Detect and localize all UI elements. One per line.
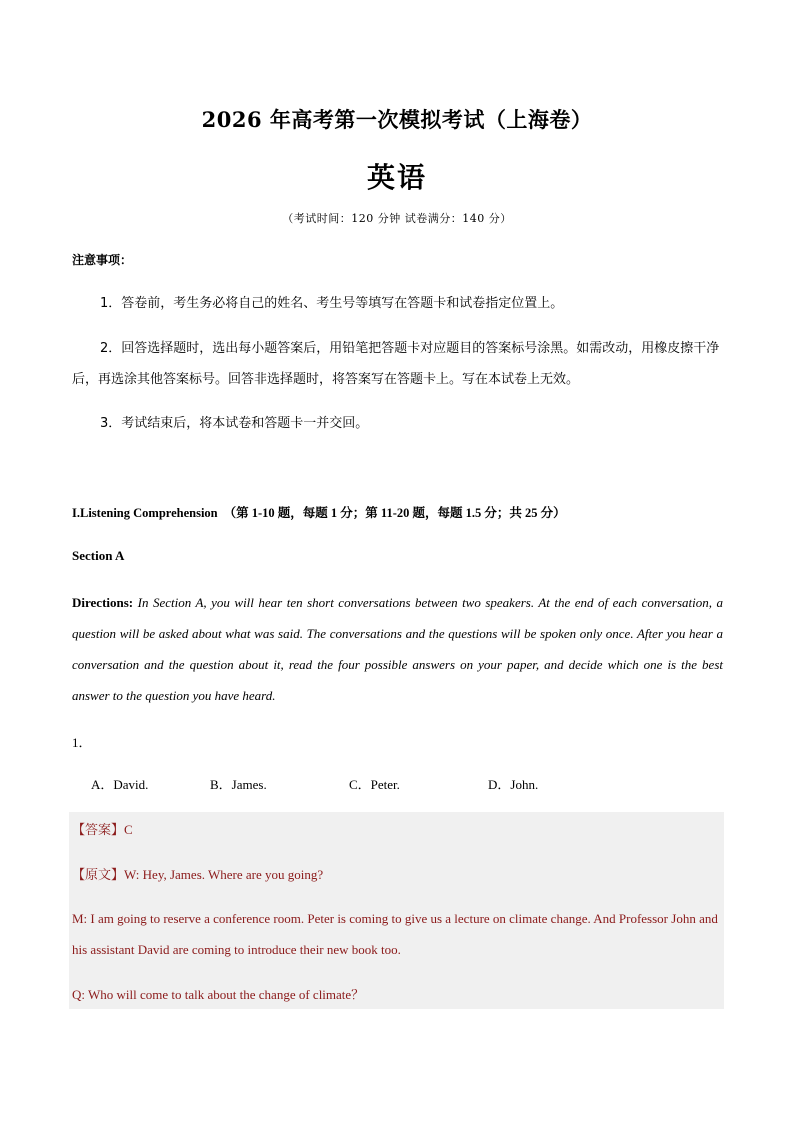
part-score: （第 1-10 题，每题 1 分；第 11-20 题，每题 1.5 分；共 25 分） <box>223 506 566 520</box>
option-d: D．John. <box>488 777 539 792</box>
answer-line <box>72 819 720 838</box>
directions-label: Directions: <box>72 595 134 610</box>
notice-item-1: 1．答卷前，考生务必将自己的姓名、考生号等填写在答题卡和试卷指定位置上。 <box>100 296 564 311</box>
part-heading <box>72 503 566 521</box>
answer-tag: 【答案】 <box>72 823 125 838</box>
question-number: 1． <box>72 735 92 750</box>
option-c: C．Peter. <box>349 777 400 792</box>
notice-item-3: 3．考试结束后，将本试卷和答题卡一并交回。 <box>100 416 369 431</box>
part-title: I.Listening Comprehension <box>72 506 218 520</box>
option-a: A．David. <box>91 777 149 792</box>
answer-options <box>0 774 794 796</box>
transcript-w: W: Hey, James. Where are you going? <box>124 867 324 882</box>
answer-value: C <box>124 822 133 837</box>
source-tag: 【原文】 <box>72 868 125 883</box>
subject-title: 英语 <box>366 161 427 194</box>
exam-info: （考试时间：120 分钟 试卷满分：140 分） <box>282 212 512 225</box>
exam-title: 2026 年高考第一次模拟考试（上海卷） <box>201 107 593 132</box>
transcript-q: Q: Who will come to talk about the change of climate？ <box>72 987 365 1002</box>
transcript-m: M: I am going to reserve a conference room. Peter is coming to give us a lecture on climate change. And Professor John and his assistant David are coming to introduce their new book too. <box>72 911 718 957</box>
directions-text: In Section A, you will hear ten short conversations between two speakers. At the end of each conversation, a question will be asked about what was said. The conversations and the questions will be spoken only once. After you hear a conversation and the question about it, read the four possible answers on your paper, and decide which one is the best answer to the question you have heard. <box>72 595 724 703</box>
notice-heading: 注意事项： <box>72 253 133 267</box>
option-b: B．James. <box>210 777 267 792</box>
transcript-w-line <box>72 864 720 883</box>
section-directions <box>72 587 723 711</box>
answer-explanation-box <box>69 812 724 1009</box>
section-heading: Section A <box>72 548 125 563</box>
notice-item-2: 2．回答选择题时，选出每小题答案后，用铅笔把答题卡对应题目的答案标号涂黑。如需改动，用橡皮擦干净后，再选涂其他答案标号。回答非选择题时，将答案写在答题卡上。写在本试卷上无效。 <box>72 341 720 387</box>
